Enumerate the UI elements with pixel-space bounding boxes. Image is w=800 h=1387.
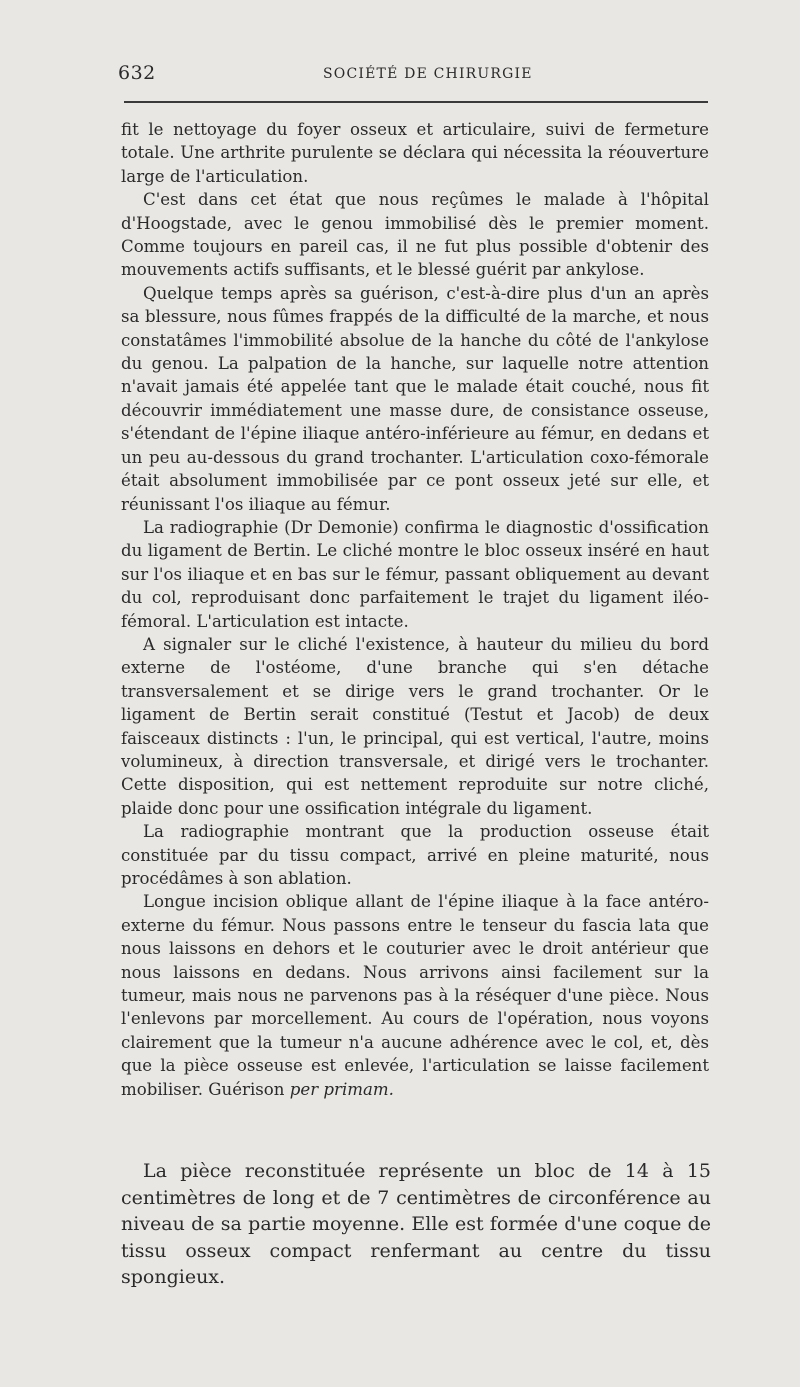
page-number: 632 xyxy=(118,62,156,84)
body-text xyxy=(121,118,709,1101)
paragraph: Quelque temps après sa guérison, c'est-à-dire plus d'un an après sa blessure, nous fûmes frappés de la difficulté de la marche, et nous constatâmes l'immobilité absolue de la hanche du côté de l'ankylose du genou. La palpation de la hanche, sur laquelle notre attention n'avait jamais été appelée tant que le malade était couché, nous fit découvrir immédiatement une masse dure, de consistance osseuse, s'étendant de l'épine iliaque antéro-inférieure au fémur, en dedans et un peu au-dessous du grand trochanter. L'articulation coxo-fémorale était absolument immobilisée par ce pont osseux jeté sur elle, et réunissant l'os iliaque au fémur. xyxy=(121,283,709,514)
latin-phrase: per primam. xyxy=(289,1079,394,1099)
paragraph-text: Longue incision oblique allant de l'épine iliaque à la face antéro-externe du fémur. Nous passons entre le tenseur du fascia lata que nous laissons en dehors et le couturier avec le droit antérieur que nous laissons en dedans. Nous arrivons ainsi facilement sur la tumeur, mais nous ne parvenons pas à la réséquer d'une pièce. Nous l'enlevons par morcellement. Au cours de l'opération, nous voyons clairement que la tumeur n'a aucune adhérence avec le col, et, dès que la pièce osseuse est enlevée, l'articulation se laisse facilement mobiliser. Guérison xyxy=(121,892,709,1099)
page-header xyxy=(118,62,708,86)
header-rule xyxy=(124,101,708,103)
paragraph: La radiographie montrant que la production osseuse était constituée par du tissu compact, arrivé en pleine maturité, nous procédâmes à son ablation. xyxy=(121,822,709,888)
paragraph-last xyxy=(121,890,709,1101)
paragraph: A signaler sur le cliché l'existence, à hauteur du milieu du bord externe de l'ostéome, d'une branche qui s'en détache transversalement et se dirige vers le grand trochanter. Or le ligament de Bertin serait constitué (Testut et Jacob) de deux faisceaux distincts : l'un, le principal, qui est vertical, l'autre, moins volumineux, à direction transversale, et dirigé vers le trochanter. Cette disposition, qui est nettement reproduite sur notre cliché, plaide donc pour une ossification intégrale du ligament. xyxy=(121,634,709,818)
final-text xyxy=(121,1158,711,1291)
paragraph: La radiographie (Dr Demonie) confirma le diagnostic d'ossification du ligament de Bertin. Le cliché montre le bloc osseux inséré en haut sur l'os iliaque et en bas sur le fémur, passant obliquement au devant du col, reproduisant donc parfaitement le trajet du ligament iléo-fémoral. L'articulation est intacte. xyxy=(121,517,709,631)
paragraph: C'est dans cet état que nous reçûmes le malade à l'hôpital d'Hoogstade, avec le genou immobilisé dès le premier moment. Comme toujours en pareil cas, il ne fut plus possible d'obtenir des mouvements actifs suffisants, et le blessé guérit par ankylose. xyxy=(121,190,709,280)
paragraph: fit le nettoyage du foyer osseux et articulaire, suivi de fermeture totale. Une arthrite purulente se déclara qui nécessita la réouverture large de l'articulation. xyxy=(121,120,709,186)
final-paragraph: La pièce reconstituée représente un bloc de 14 à 15 centimètres de long et de 7 centimètres de circonférence au niveau de sa partie moyenne. Elle est formée d'une coque de tissu osseux compact renfermant au centre du tissu spongieux. xyxy=(121,1160,711,1289)
running-title: SOCIÉTÉ DE CHIRURGIE xyxy=(323,66,533,82)
